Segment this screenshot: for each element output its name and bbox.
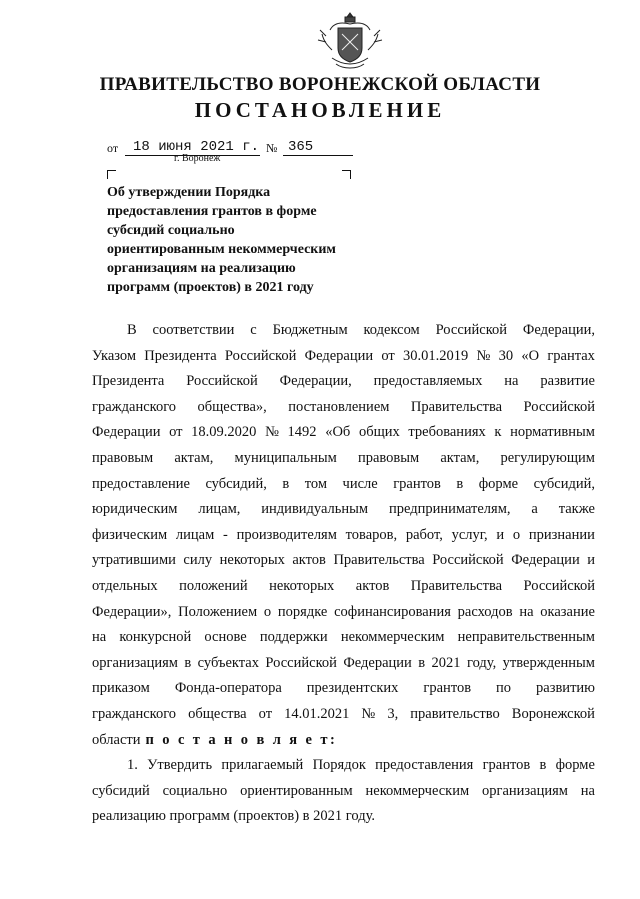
word: развитию xyxy=(536,680,595,697)
word: Воронежской xyxy=(511,705,595,722)
word: и xyxy=(496,526,505,543)
word: на xyxy=(504,373,519,390)
word: гражданского xyxy=(92,398,177,415)
word: отдельных xyxy=(92,577,158,594)
word: Правительства xyxy=(410,398,503,415)
word: основе xyxy=(204,629,247,646)
word: том xyxy=(304,475,328,492)
word: товаров, xyxy=(345,526,398,543)
subject-line: субсидий социально xyxy=(107,223,235,238)
word: 14.01.2021 xyxy=(284,705,350,722)
number-underline xyxy=(283,155,353,156)
word: субсидий, xyxy=(533,475,595,492)
word: грантах xyxy=(547,347,595,364)
word: кодексом xyxy=(363,322,420,338)
word: году, xyxy=(466,654,497,671)
text-line xyxy=(92,395,595,421)
word: президентских xyxy=(306,680,399,697)
text-line xyxy=(92,600,595,626)
word: в xyxy=(184,654,192,671)
word: от xyxy=(381,347,395,364)
word: в xyxy=(456,475,464,492)
word: Положением xyxy=(178,603,258,620)
word: производителям xyxy=(236,526,337,543)
word: на xyxy=(92,629,107,646)
text-line xyxy=(92,574,595,600)
word: грантов xyxy=(393,475,441,492)
word: на xyxy=(519,603,534,620)
text-line xyxy=(92,344,595,370)
word: развитие xyxy=(540,373,595,390)
word: 1. xyxy=(127,757,138,774)
city-name: г. Воронеж xyxy=(174,153,221,164)
word: правительство xyxy=(410,705,500,722)
word: субсидий xyxy=(92,782,150,799)
word: Федерации xyxy=(92,424,161,441)
word: «Об xyxy=(325,424,351,441)
document-date: 18 июня 2021 г. xyxy=(133,139,260,155)
word: в xyxy=(282,475,290,492)
word: Федерации», xyxy=(92,603,172,620)
word: физическим xyxy=(92,526,168,543)
word: Федерации xyxy=(511,552,580,569)
word: Указом xyxy=(92,347,137,364)
word: нормативным xyxy=(510,424,595,441)
preamble-final-line xyxy=(92,728,595,754)
word: работ, xyxy=(405,526,443,543)
word: грантов xyxy=(423,680,472,697)
word: Российской xyxy=(523,398,595,415)
word: актов xyxy=(292,552,326,569)
text-line xyxy=(92,548,595,574)
word: а xyxy=(531,501,538,518)
resolves-word: п о с т а н о в л я е т: xyxy=(145,731,338,748)
word: актам, xyxy=(440,449,480,466)
word: 18.09.2020 xyxy=(191,424,257,441)
word: реализацию программ (проектов) в 2021 году. xyxy=(92,808,375,825)
word: от xyxy=(258,705,273,722)
word: и xyxy=(587,552,595,569)
word: социально xyxy=(162,782,228,799)
word: - xyxy=(223,526,228,543)
government-title: ПРАВИТЕЛЬСТВО ВОРОНЕЖСКОЙ ОБЛАСТИ xyxy=(99,74,541,95)
word: организациям xyxy=(92,654,178,671)
text-line xyxy=(92,446,595,472)
word: положений xyxy=(179,577,248,594)
word: «О xyxy=(521,347,540,364)
word: Президента xyxy=(144,347,217,364)
word: актов xyxy=(355,577,390,594)
word: предоставление xyxy=(92,475,190,492)
text-line xyxy=(92,472,595,498)
word: общества», xyxy=(197,398,267,415)
word: к xyxy=(494,424,502,441)
word: грантов xyxy=(482,757,531,774)
word: Бюджетным xyxy=(272,322,348,338)
word: Российской xyxy=(186,373,258,390)
word: форме xyxy=(478,475,519,492)
word: оказание xyxy=(540,603,595,620)
preamble-final-word: области xyxy=(92,731,141,748)
word: № xyxy=(476,347,491,364)
document-type-title: ПОСТАНОВЛЕНИЕ xyxy=(194,98,446,122)
word: 1492 xyxy=(287,424,317,441)
word: некоммерческим xyxy=(340,629,445,646)
word: 30 xyxy=(498,347,514,364)
word: некоторых xyxy=(219,552,285,569)
word: организациям xyxy=(482,782,568,799)
text-line xyxy=(92,369,595,395)
text-line xyxy=(92,318,595,344)
word: услуг, xyxy=(451,526,488,543)
word: юридическим xyxy=(92,501,178,518)
word: лицам, xyxy=(198,501,241,518)
text-line xyxy=(92,779,595,805)
word: Фонда-оператора xyxy=(174,680,282,697)
word: постановлением xyxy=(288,398,390,415)
word: от xyxy=(169,424,183,441)
word: Российской xyxy=(435,322,508,338)
word: утратившими xyxy=(92,552,176,569)
word: также xyxy=(558,501,595,518)
word: 3, xyxy=(387,705,399,722)
word: Порядок xyxy=(312,757,366,774)
word: с xyxy=(250,322,257,338)
word: признании xyxy=(528,526,595,543)
word: субъектах xyxy=(197,654,259,671)
word: в xyxy=(539,757,547,774)
word: правовым xyxy=(357,449,420,466)
corner-mark-right xyxy=(342,170,351,179)
text-line xyxy=(92,625,595,651)
word: В xyxy=(127,322,137,338)
word: конкурсной xyxy=(119,629,192,646)
document-body xyxy=(92,318,595,830)
text-line xyxy=(92,804,595,830)
word: общих xyxy=(358,424,400,441)
date-prefix: от xyxy=(107,141,119,155)
text-line xyxy=(92,497,595,523)
word: силу xyxy=(183,552,213,569)
word: актам, xyxy=(174,449,214,466)
word: некоторых xyxy=(269,577,335,594)
word: предпринимателям, xyxy=(388,501,511,518)
subject-line: Об утверждении Порядка xyxy=(107,185,271,200)
item-1-paragraph xyxy=(92,753,595,830)
word: порядке xyxy=(277,603,328,620)
word: Федерации xyxy=(304,347,374,364)
word: Российской xyxy=(523,577,595,594)
word: Федерации, xyxy=(279,373,352,390)
word: некоммерческим xyxy=(365,782,470,799)
text-line xyxy=(92,753,595,779)
word: гражданского xyxy=(92,705,177,722)
word: общества xyxy=(188,705,247,722)
word: субсидий, xyxy=(205,475,267,492)
word: числе xyxy=(342,475,378,492)
word: утвержденным xyxy=(502,654,595,671)
word: софинансирования xyxy=(334,603,451,620)
word: муниципальным xyxy=(234,449,337,466)
word: требованиях xyxy=(408,424,486,441)
word: правовым xyxy=(92,449,154,466)
subject-line: программ (проектов) в 2021 году xyxy=(107,280,314,295)
word: предоставляемых xyxy=(373,373,483,390)
document-subject xyxy=(107,183,367,297)
word: Федерации, xyxy=(522,322,595,338)
word: приказом xyxy=(92,680,150,697)
word: соответствии xyxy=(152,322,235,338)
preamble-paragraph xyxy=(92,318,595,728)
word: в xyxy=(418,654,426,671)
text-line xyxy=(92,523,595,549)
word: Федерации xyxy=(343,654,412,671)
word: расходов xyxy=(457,603,513,620)
word: неправительственным xyxy=(457,629,595,646)
coat-of-arms-emblem xyxy=(312,10,388,72)
word: Правительства xyxy=(333,552,425,569)
subject-line: организациям на реализацию xyxy=(107,261,296,276)
word: ориентированным xyxy=(240,782,353,799)
number-prefix: № xyxy=(266,141,278,155)
subject-line: предоставления грантов в форме xyxy=(107,204,317,219)
word: Российской xyxy=(265,654,337,671)
word: поддержки xyxy=(259,629,328,646)
word: Российской xyxy=(432,552,504,569)
corner-mark-left xyxy=(107,170,116,179)
word: о xyxy=(512,526,521,543)
date-number-row xyxy=(107,136,367,156)
word: Президента xyxy=(92,373,165,390)
word: индивидуальным xyxy=(261,501,369,518)
word: форме xyxy=(555,757,595,774)
word: прилагаемый xyxy=(221,757,304,774)
word: № xyxy=(361,705,376,722)
word: 2021 xyxy=(431,654,461,671)
word: лицам xyxy=(175,526,215,543)
text-line xyxy=(92,676,595,702)
word: о xyxy=(263,603,272,620)
text-line xyxy=(92,651,595,677)
word: Российской xyxy=(224,347,297,364)
subject-line: ориентированным некоммерческим xyxy=(107,242,336,257)
word: Правительства xyxy=(410,577,503,594)
document-number: 365 xyxy=(288,139,314,155)
word: на xyxy=(580,782,595,799)
word: Утвердить xyxy=(147,757,213,774)
word: № xyxy=(265,424,279,441)
text-line xyxy=(92,702,595,728)
word: предоставления xyxy=(375,757,474,774)
word: регулирующим xyxy=(500,449,595,466)
word: по xyxy=(496,680,512,697)
word: 30.01.2019 xyxy=(403,347,469,364)
text-line xyxy=(92,420,595,446)
